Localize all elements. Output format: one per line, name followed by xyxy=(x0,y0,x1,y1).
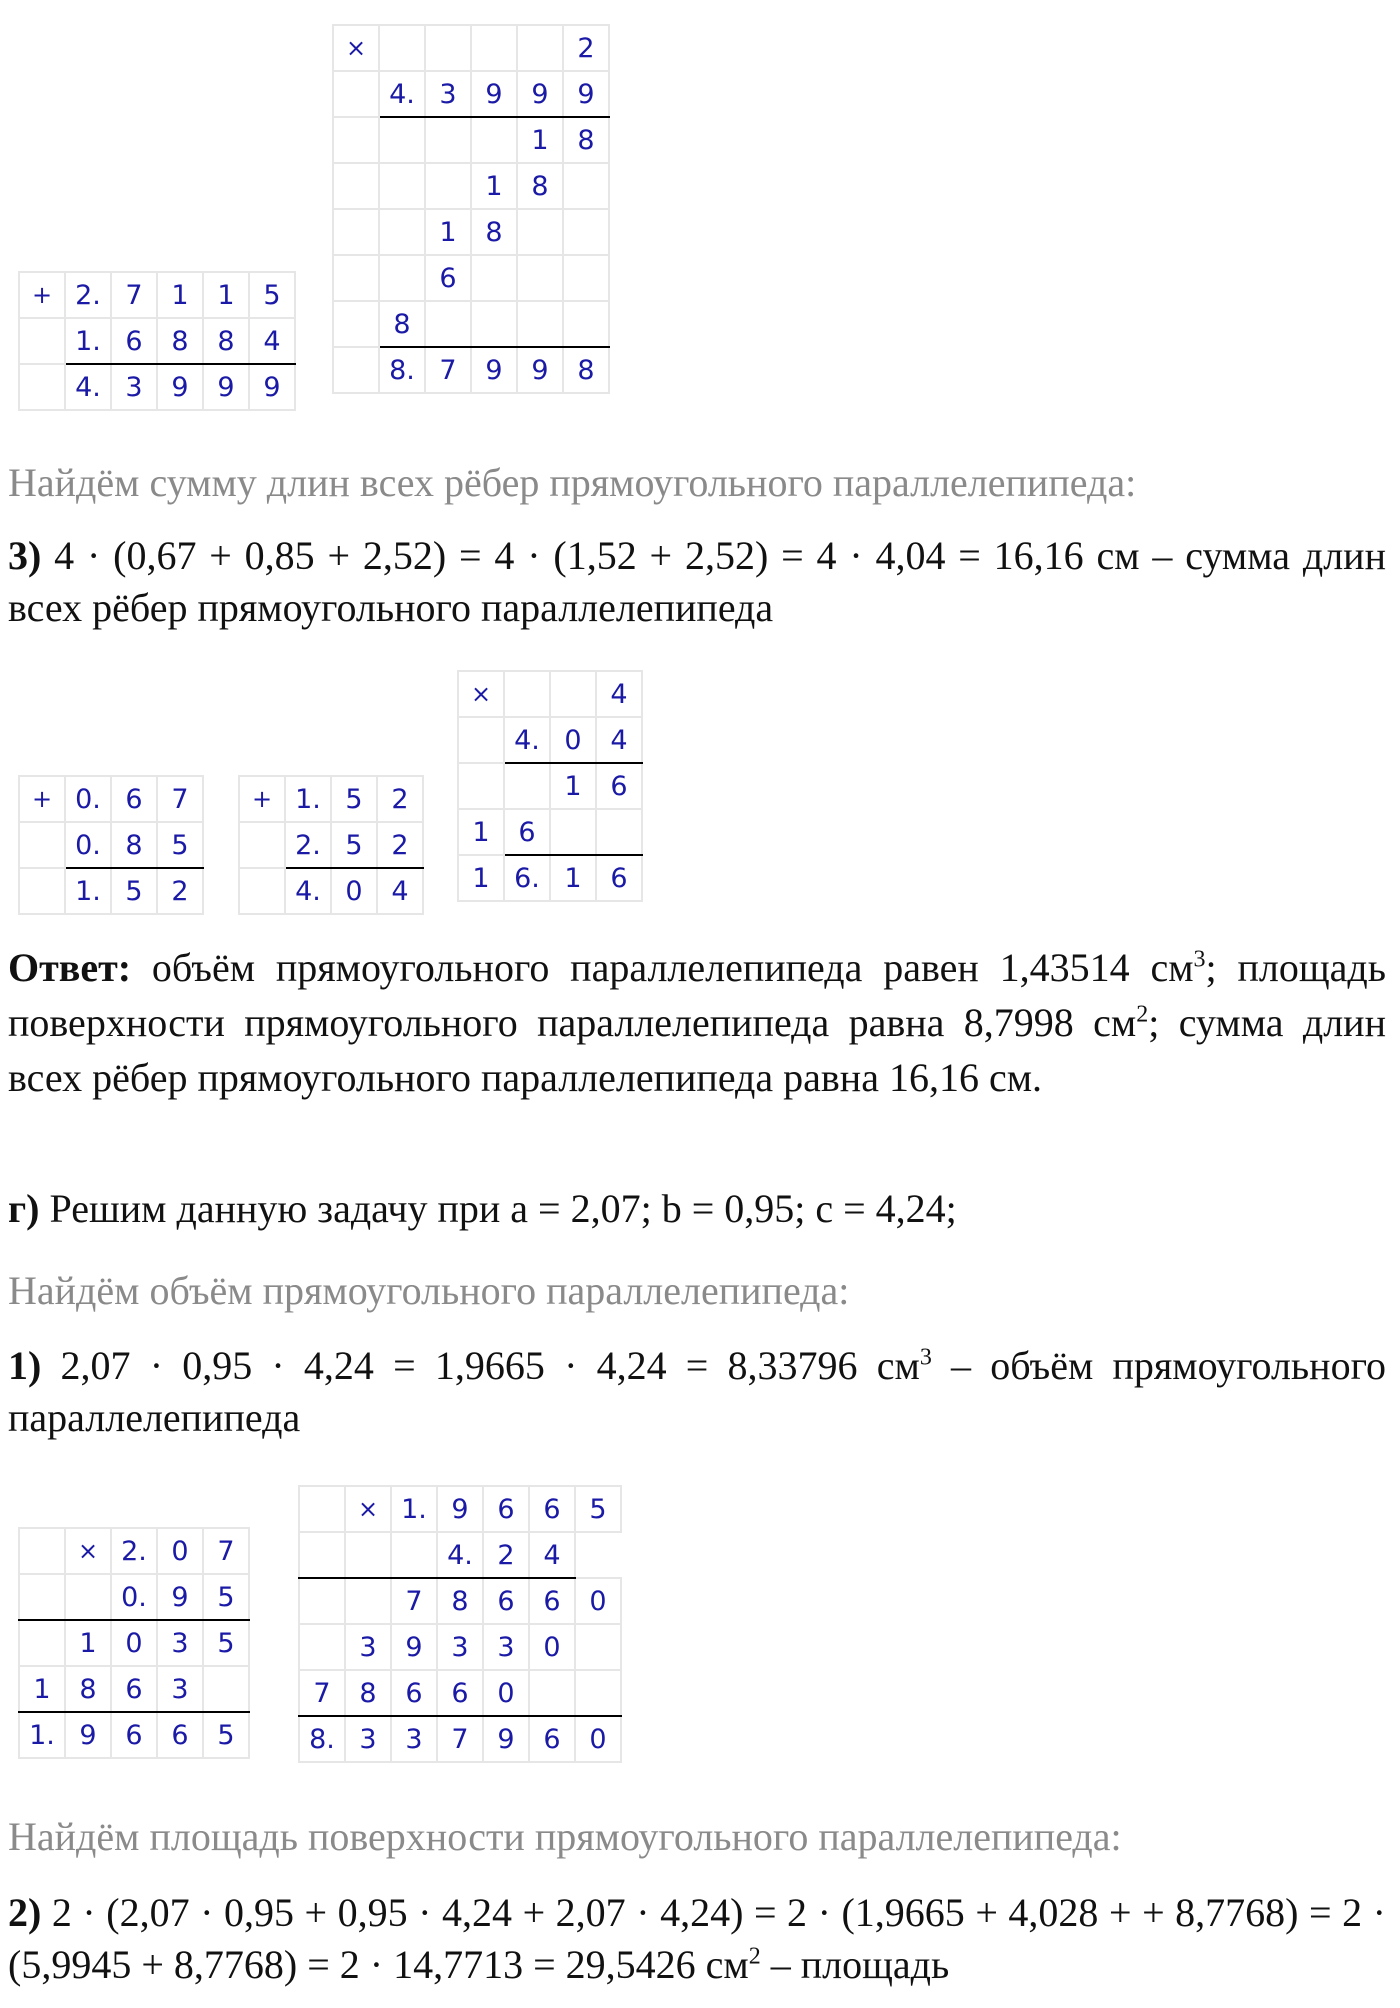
digit-cell xyxy=(333,71,379,117)
digit-cell xyxy=(563,209,609,255)
digit-cell: 0 xyxy=(529,1624,575,1670)
digit-cell: 8. xyxy=(379,347,425,393)
digit-cell: 4. xyxy=(379,71,425,117)
digit-cell: 2 xyxy=(563,25,609,71)
grid-row xyxy=(19,1528,249,1574)
digit-cell: 3 xyxy=(483,1624,529,1670)
step-1-text-a: 2,07 · 0,95 · 4,24 = 1,9665 · 4,24 = 8,33796 см xyxy=(41,1343,920,1388)
grid-row xyxy=(19,822,203,868)
digit-cell: 3 xyxy=(157,1620,203,1666)
digit-cell: 6 xyxy=(529,1716,575,1762)
digit-cell: 1 xyxy=(19,1666,65,1712)
digit-cell: 9 xyxy=(483,1716,529,1762)
addition-grid-0.67-0.85 xyxy=(18,775,204,915)
digit-cell xyxy=(517,255,563,301)
digit-cell: 3 xyxy=(391,1716,437,1762)
digit-cell: 3 xyxy=(345,1624,391,1670)
digit-cell xyxy=(333,347,379,393)
digit-cell xyxy=(379,163,425,209)
digit-cell: 1 xyxy=(458,855,504,901)
digit-cell xyxy=(563,301,609,347)
digit-cell: 3 xyxy=(111,364,157,410)
area-intro: Найдём площадь поверхности прямоугольного параллелепипеда: xyxy=(8,1814,1122,1859)
digit-cell xyxy=(379,25,425,71)
digit-cell xyxy=(504,763,550,809)
digit-cell: 5 xyxy=(203,1620,249,1666)
step-3-text: 4 · (0,67 + 0,85 + 2,52) = 4 · (1,52 + 2,52) = 4 · 4,04 = 16,16 см – сумма длин всех рёбер прямоугольного параллелепипеда xyxy=(8,533,1386,630)
grid-row xyxy=(299,1486,621,1532)
square-exponent: 2 xyxy=(748,1943,761,1970)
digit-cell: 7 xyxy=(391,1578,437,1624)
digit-cell: 2 xyxy=(483,1532,529,1578)
digit-cell xyxy=(563,255,609,301)
operator-cell: × xyxy=(345,1486,391,1532)
digit-cell: 7 xyxy=(203,1528,249,1574)
digit-cell: 6 xyxy=(529,1578,575,1624)
digit-cell: 5 xyxy=(575,1486,621,1532)
digit-cell: 0 xyxy=(483,1670,529,1716)
digit-cell: 1 xyxy=(65,1620,111,1666)
grid-row xyxy=(333,163,609,209)
digit-cell xyxy=(333,301,379,347)
digit-cell xyxy=(19,1574,65,1620)
digit-cell: 1 xyxy=(458,809,504,855)
digit-cell: 6 xyxy=(111,776,157,822)
sum-edges-intro: Найдём сумму длин всех рёбер прямоугольного параллелепипеда: xyxy=(8,460,1137,505)
answer-label: Ответ: xyxy=(8,945,132,990)
addition-grid-1.52-2.52 xyxy=(238,775,424,915)
digit-cell: 8. xyxy=(299,1716,345,1762)
digit-cell xyxy=(19,1528,65,1574)
digit-cell: 1 xyxy=(550,855,596,901)
digit-cell xyxy=(19,868,65,914)
multiplication-grid-1.9665-by-4.24 xyxy=(298,1485,622,1763)
digit-cell: 4 xyxy=(529,1532,575,1578)
digit-cell: 6 xyxy=(596,763,642,809)
digit-cell xyxy=(379,255,425,301)
grid-row xyxy=(333,209,609,255)
grid-row xyxy=(19,1712,249,1758)
digit-cell: 8 xyxy=(471,209,517,255)
digit-cell: 4 xyxy=(596,717,642,763)
grid-row xyxy=(458,809,642,855)
digit-cell xyxy=(239,822,285,868)
digit-cell: 5 xyxy=(331,776,377,822)
operator-cell: + xyxy=(239,776,285,822)
digit-cell: 0 xyxy=(157,1528,203,1574)
digit-cell: 4 xyxy=(249,318,295,364)
digit-cell xyxy=(471,301,517,347)
digit-cell xyxy=(517,301,563,347)
step-2-surface-area xyxy=(8,1887,1386,1991)
digit-cell xyxy=(517,25,563,71)
digit-cell xyxy=(471,117,517,163)
grid-row xyxy=(333,301,609,347)
digit-cell: 8 xyxy=(65,1666,111,1712)
digit-cell: 8 xyxy=(379,301,425,347)
digit-cell: 1. xyxy=(65,318,111,364)
grid-row xyxy=(299,1578,621,1624)
digit-cell xyxy=(65,1574,111,1620)
digit-cell: 5 xyxy=(249,272,295,318)
digit-cell: 6 xyxy=(391,1670,437,1716)
digit-cell: 8 xyxy=(345,1670,391,1716)
digit-cell xyxy=(550,671,596,717)
grid-row xyxy=(19,1666,249,1712)
digit-cell xyxy=(575,1670,621,1716)
digit-cell: 7 xyxy=(157,776,203,822)
square-exponent: 2 xyxy=(1136,1001,1149,1028)
digit-cell xyxy=(458,717,504,763)
digit-cell: 9 xyxy=(391,1624,437,1670)
cube-exponent: 3 xyxy=(1193,946,1206,973)
digit-cell xyxy=(19,364,65,410)
step-1-volume xyxy=(8,1340,1386,1444)
digit-cell: 9 xyxy=(517,347,563,393)
digit-cell xyxy=(203,1666,249,1712)
digit-cell: 4 xyxy=(377,868,423,914)
digit-cell xyxy=(239,868,285,914)
digit-cell: 9 xyxy=(471,71,517,117)
digit-cell: 9 xyxy=(563,71,609,117)
digit-cell: 6 xyxy=(504,809,550,855)
digit-cell: 1 xyxy=(550,763,596,809)
grid-row xyxy=(239,822,423,868)
digit-cell xyxy=(504,671,550,717)
digit-cell xyxy=(471,255,517,301)
multiplication-grid-4.3999-by-2 xyxy=(332,24,610,394)
digit-cell: 2 xyxy=(157,868,203,914)
digit-cell xyxy=(345,1578,391,1624)
digit-cell: 6 xyxy=(596,855,642,901)
digit-cell xyxy=(550,809,596,855)
operator-cell: × xyxy=(65,1528,111,1574)
grid-row xyxy=(19,1574,249,1620)
step-2-text-b: – площадь xyxy=(760,1942,950,1987)
grid-row xyxy=(19,868,203,914)
digit-cell: 4 xyxy=(596,671,642,717)
part-g-statement xyxy=(8,1183,1386,1235)
digit-cell xyxy=(517,209,563,255)
digit-cell: 6 xyxy=(529,1486,575,1532)
answer-paragraph xyxy=(8,940,1386,1105)
grid-row xyxy=(333,71,609,117)
digit-cell: 6 xyxy=(425,255,471,301)
digit-cell: 4. xyxy=(437,1532,483,1578)
digit-cell xyxy=(333,117,379,163)
digit-cell xyxy=(563,163,609,209)
digit-cell: 6 xyxy=(111,1666,157,1712)
digit-cell: 7 xyxy=(425,347,471,393)
digit-cell: 4. xyxy=(65,364,111,410)
digit-cell: 6 xyxy=(437,1670,483,1716)
digit-cell: 1. xyxy=(391,1486,437,1532)
digit-cell: 8 xyxy=(563,117,609,163)
digit-cell: 2. xyxy=(285,822,331,868)
grid-row xyxy=(19,1620,249,1666)
digit-cell xyxy=(299,1486,345,1532)
digit-cell: 9 xyxy=(157,1574,203,1620)
step-2-number: 2) xyxy=(8,1890,42,1935)
answer-text-2: ; площадь поверхности прямоугольного параллелепипеда равна 8,7998 см xyxy=(8,945,1386,1045)
digit-cell xyxy=(575,1624,621,1670)
grid-row xyxy=(239,776,423,822)
digit-cell: 9 xyxy=(249,364,295,410)
digit-cell xyxy=(333,209,379,255)
digit-cell: 7 xyxy=(437,1716,483,1762)
digit-cell: 8 xyxy=(517,163,563,209)
grid-row xyxy=(299,1670,621,1716)
digit-cell xyxy=(596,809,642,855)
digit-cell: 0 xyxy=(575,1716,621,1762)
digit-cell xyxy=(425,301,471,347)
digit-cell xyxy=(333,255,379,301)
digit-cell: 9 xyxy=(203,364,249,410)
digit-cell: 4. xyxy=(285,868,331,914)
step-1-text-b: – объём прямоугольного параллелепипеда xyxy=(8,1343,1386,1440)
digit-cell: 5 xyxy=(331,822,377,868)
digit-cell: 8 xyxy=(437,1578,483,1624)
digit-cell: 2 xyxy=(377,776,423,822)
digit-cell: 9 xyxy=(471,347,517,393)
digit-cell xyxy=(391,1532,437,1578)
grid-row xyxy=(458,717,642,763)
digit-cell: 6 xyxy=(111,1712,157,1758)
grid-row xyxy=(299,1716,621,1762)
digit-cell: 2. xyxy=(111,1528,157,1574)
digit-cell: 9 xyxy=(517,71,563,117)
grid-row xyxy=(458,855,642,901)
digit-cell xyxy=(299,1578,345,1624)
digit-cell: 1. xyxy=(285,776,331,822)
grid-row xyxy=(19,272,295,318)
digit-cell: 1 xyxy=(157,272,203,318)
digit-cell xyxy=(471,25,517,71)
digit-cell: 1 xyxy=(203,272,249,318)
volume-intro: Найдём объём прямоугольного параллелепипеда: xyxy=(8,1268,850,1313)
answer-text-3: ; сумма длин всех рёбер прямоугольного параллелепипеда равна 16,16 см. xyxy=(8,1000,1386,1100)
digit-cell xyxy=(19,822,65,868)
digit-cell: 7 xyxy=(299,1670,345,1716)
digit-cell xyxy=(425,163,471,209)
grid-row xyxy=(19,318,295,364)
digit-cell: 0 xyxy=(550,717,596,763)
digit-cell: 5 xyxy=(203,1712,249,1758)
digit-cell xyxy=(425,25,471,71)
digit-cell: 0 xyxy=(331,868,377,914)
step-3-number: 3) xyxy=(8,533,42,578)
operator-cell: + xyxy=(19,776,65,822)
grid-row xyxy=(333,25,609,71)
grid-row xyxy=(458,763,642,809)
grid-row xyxy=(458,671,642,717)
answer-text-1: объём прямоугольного параллелепипеда равен 1,43514 см xyxy=(131,945,1194,990)
operator-cell: + xyxy=(19,272,65,318)
digit-cell xyxy=(333,163,379,209)
digit-cell xyxy=(19,1620,65,1666)
digit-cell: 1 xyxy=(471,163,517,209)
digit-cell: 1 xyxy=(425,209,471,255)
digit-cell: 5 xyxy=(111,868,157,914)
digit-cell: 1. xyxy=(19,1712,65,1758)
digit-cell: 4. xyxy=(504,717,550,763)
digit-cell: 6 xyxy=(111,318,157,364)
digit-cell xyxy=(379,209,425,255)
digit-cell: 3 xyxy=(345,1716,391,1762)
part-g-label: г) xyxy=(8,1186,40,1231)
digit-cell xyxy=(379,117,425,163)
digit-cell: 8 xyxy=(157,318,203,364)
grid-row xyxy=(19,364,295,410)
digit-cell: 0 xyxy=(575,1578,621,1624)
digit-cell: 1 xyxy=(517,117,563,163)
digit-cell xyxy=(345,1532,391,1578)
digit-cell: 0. xyxy=(65,822,111,868)
digit-cell: 6 xyxy=(483,1578,529,1624)
digit-cell: 2. xyxy=(65,272,111,318)
digit-cell: 5 xyxy=(157,822,203,868)
multiplication-grid-4.04-by-4 xyxy=(457,670,643,902)
addition-grid-2.7115-1.6884 xyxy=(18,271,296,411)
digit-cell: 0 xyxy=(111,1620,157,1666)
multiplication-grid-2.07-by-0.95 xyxy=(18,1527,250,1759)
digit-cell: 3 xyxy=(157,1666,203,1712)
digit-cell: 6 xyxy=(157,1712,203,1758)
digit-cell: 9 xyxy=(157,364,203,410)
digit-cell: 1. xyxy=(65,868,111,914)
digit-cell: 8 xyxy=(203,318,249,364)
digit-cell xyxy=(529,1670,575,1716)
digit-cell: 5 xyxy=(203,1574,249,1620)
digit-cell xyxy=(19,318,65,364)
digit-cell: 0. xyxy=(111,1574,157,1620)
step-1-number: 1) xyxy=(8,1343,42,1388)
grid-row xyxy=(299,1532,621,1578)
grid-row xyxy=(299,1624,621,1670)
digit-cell: 9 xyxy=(437,1486,483,1532)
digit-cell: 0. xyxy=(65,776,111,822)
part-g-text: Решим данную задачу при a = 2,07; b = 0,95; c = 4,24; xyxy=(39,1186,957,1231)
digit-cell xyxy=(458,763,504,809)
digit-cell: 3 xyxy=(425,71,471,117)
digit-cell: 2 xyxy=(377,822,423,868)
cube-exponent: 3 xyxy=(919,1344,932,1371)
digit-cell: 6. xyxy=(504,855,550,901)
grid-row xyxy=(19,776,203,822)
digit-cell: 7 xyxy=(111,272,157,318)
grid-row xyxy=(239,868,423,914)
grid-row xyxy=(333,255,609,301)
operator-cell: × xyxy=(333,25,379,71)
digit-cell xyxy=(425,117,471,163)
step-3-sum-edges xyxy=(8,530,1386,634)
digit-cell: 6 xyxy=(483,1486,529,1532)
operator-cell: × xyxy=(458,671,504,717)
digit-cell: 9 xyxy=(65,1712,111,1758)
digit-cell: 8 xyxy=(111,822,157,868)
digit-cell: 8 xyxy=(563,347,609,393)
grid-row xyxy=(333,347,609,393)
digit-cell: 3 xyxy=(437,1624,483,1670)
grid-row xyxy=(333,117,609,163)
step-2-text-a: 2 · (2,07 · 0,95 + 0,95 · 4,24 + 2,07 · 4,24) = 2 · (1,9665 + 4,028 + + 8,7768) = 2 · (5,9945 + 8,7768) = 2 · 14,7713 = 29,5426 см xyxy=(8,1890,1386,1987)
digit-cell xyxy=(299,1532,345,1578)
digit-cell xyxy=(299,1624,345,1670)
